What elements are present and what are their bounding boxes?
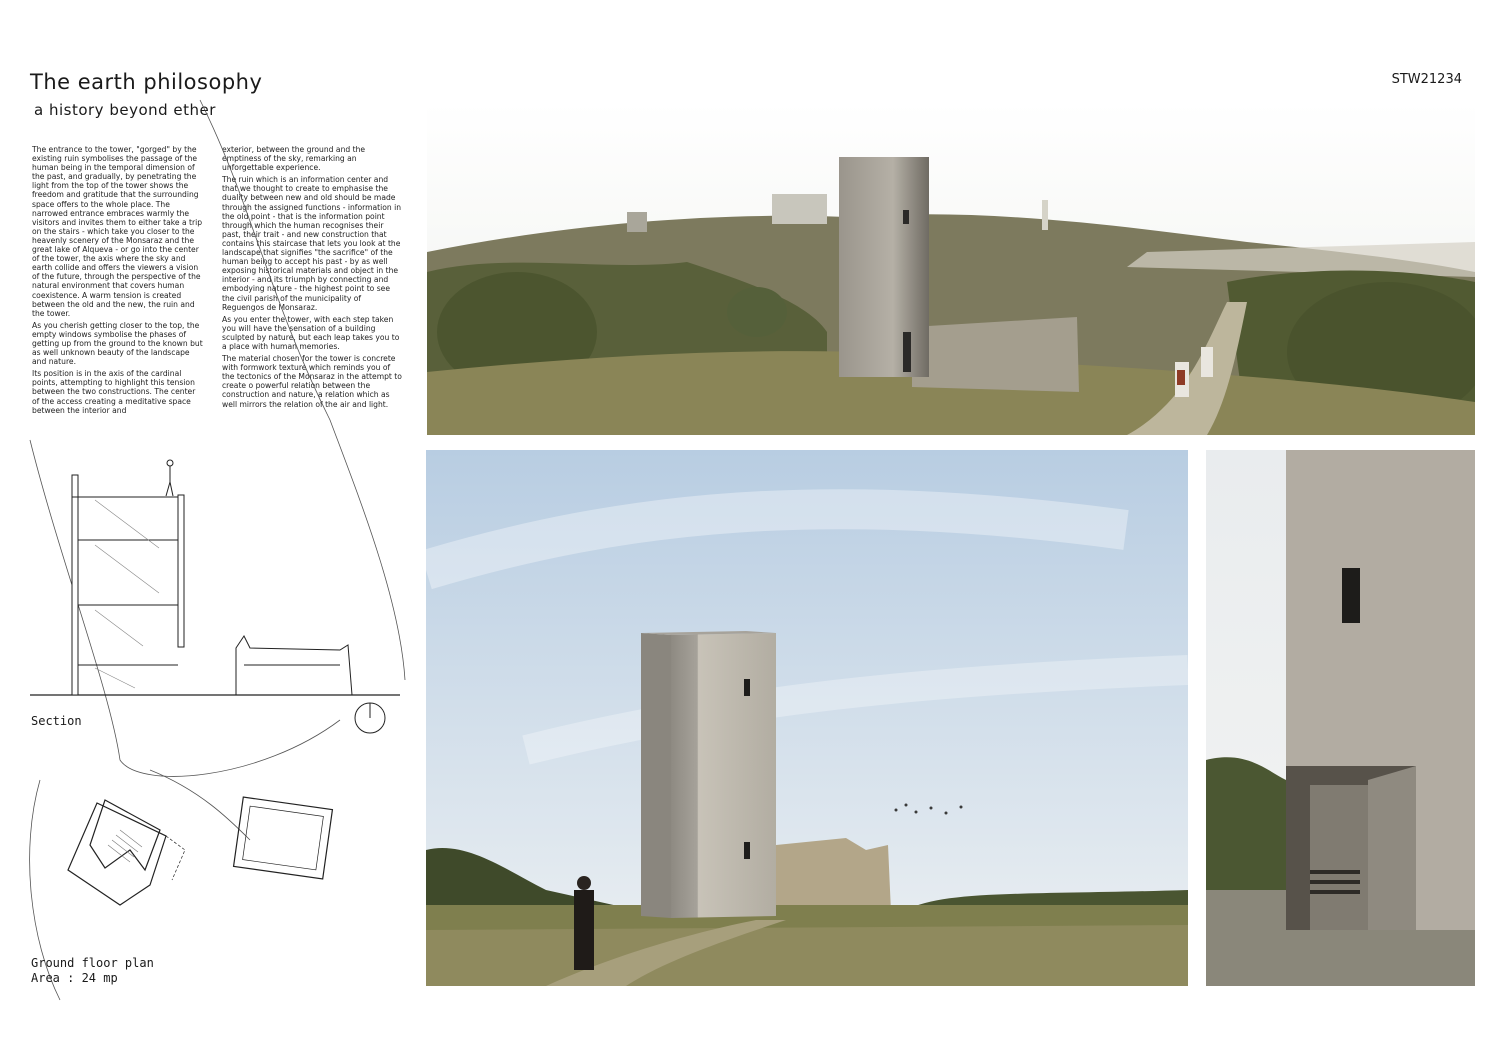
page-subtitle: a history beyond ether — [34, 101, 216, 119]
ground-floor-plan — [68, 797, 332, 905]
paragraph: The material chosen for the tower is concrete with formwork texture which reminds you of the tectonics of the Monsaraz in the attempt to create o powerful relation between the construction and nature, a relation which as well mirrors the relation of the air and light. — [222, 354, 402, 409]
description-column-1 — [32, 145, 204, 418]
ground-floor-label: Ground floor plan — [31, 956, 154, 970]
page-title: The earth philosophy — [30, 70, 263, 94]
paragraph: Its position is in the axis of the cardinal points, attempting to highlight this tension between the two constructions. The center of the access creating a meditative space between the interior and — [32, 369, 196, 415]
render-main-view — [426, 450, 1188, 986]
render-panorama — [427, 102, 1475, 435]
render-entrance-detail — [1206, 450, 1475, 986]
section-drawing — [30, 460, 400, 733]
paragraph: exterior, between the ground and the emptiness of the sky, remarking an unforgettable experience. — [222, 145, 366, 173]
description-column-2 — [222, 145, 402, 412]
paragraph: The ruin which is an information center and that we thought to create to emphasise the duality between new and old should be made through the assigned functions - information in the old point - that is the information point through which the human recognises their past, their trait - and new construction that contains this staircase that lets you look at the landscape that signifies "the sacrifice" of the human being to accept his past - by as well exposing historical materials and object in the interior - and its triumph by connecting and embodying nature - the highest point to see the civil parish of the municipality of Reguengos de Monsaraz. — [222, 175, 402, 312]
section-label: Section — [31, 714, 82, 728]
project-code: STW21234 — [1391, 72, 1462, 87]
area-label: Area : 24 mp — [31, 971, 118, 985]
paragraph: As you cherish getting closer to the top, the empty windows symbolise the phases of getting up from the ground to the known but as well unknown beauty of the landscape and nature. — [32, 320, 203, 367]
paragraph: As you enter the tower, with each step taken you will have the sensation of a building sculpted by nature, but each leap takes you to a place with human memories. — [222, 314, 400, 351]
paragraph: The entrance to the tower, "gorged" by the existing ruin symbolises the passage of the human being in the temporal dimension of the past, and gradually, by penetrating the light from the top of the tower shows the freedom and gratitude that the surrounding space offers to the whole place. The narrowed entrance embraces warmly the visitors and invites them to either take a trip on the stairs - which take you closer to the heavenly scenery of the Monsaraz and the great lake of Alqueva - or go into the center of the tower, the axis where the sky and earth collide and offers the viewers a vision of the future, through the perspective of the natural environment that covers human coexistence. A warm tension is created between the old and the new, the ruin and the tower. — [32, 145, 203, 318]
